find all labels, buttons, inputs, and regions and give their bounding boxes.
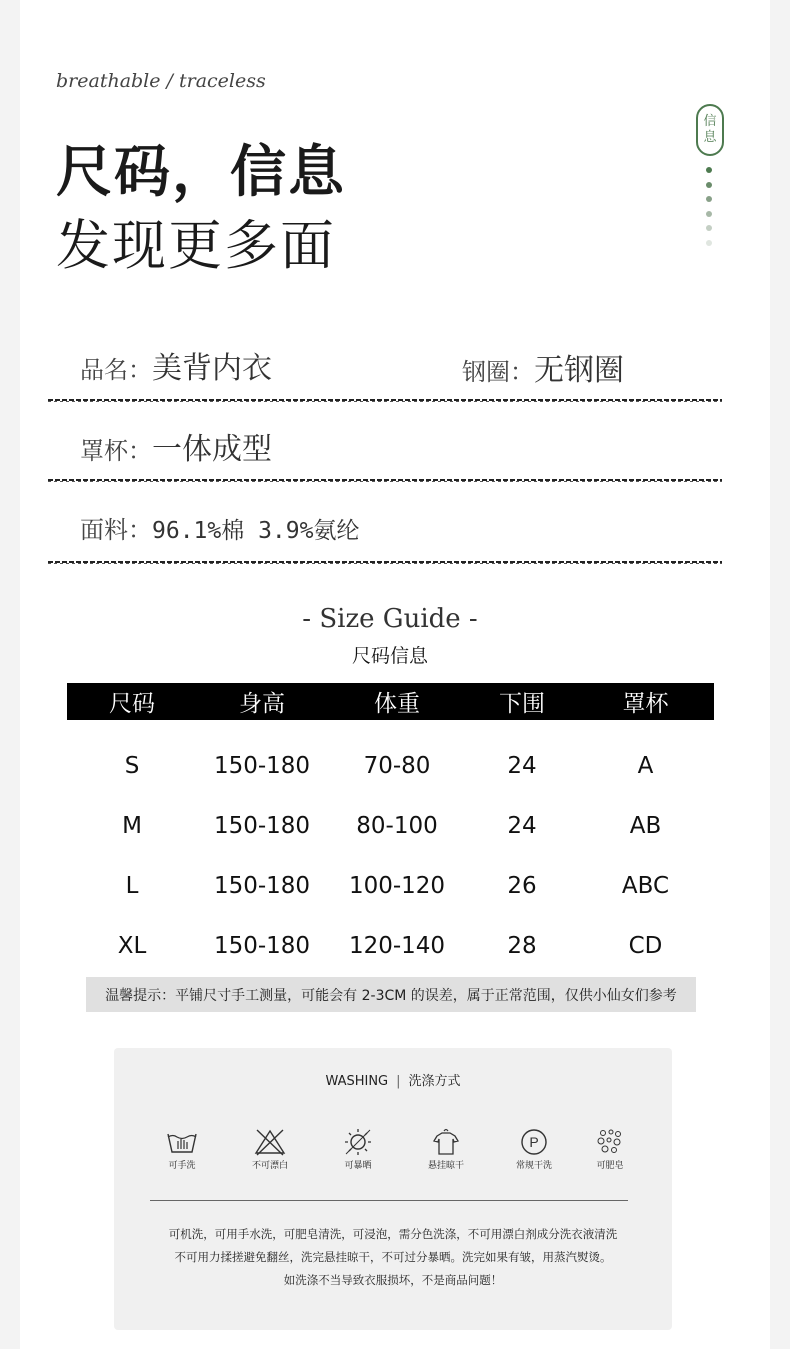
table-row (67, 873, 714, 899)
table-cell: 150-180 (213, 753, 311, 779)
dot-icon (706, 182, 712, 188)
table-cell: 150-180 (213, 873, 311, 899)
table-row (67, 753, 714, 779)
product-name-row (80, 343, 272, 387)
table-cell: 150-180 (213, 933, 311, 959)
table-cell: AB (629, 813, 662, 839)
dot-icon (706, 240, 712, 246)
side-tag-char: 信 (703, 114, 717, 129)
wire-row (462, 345, 624, 389)
dry-clean-icon (517, 1128, 551, 1156)
tagline: breathable / traceless (56, 70, 266, 92)
dot-icon (706, 211, 712, 217)
headline-title: 尺码，信息 (56, 140, 346, 205)
table-cell: 24 (507, 813, 537, 839)
size-notice: 温馨提示：平铺尺寸手工测量，可能会有 2-3CM 的误差，属于正常范围，仅供小仙女们参考 (86, 977, 696, 1012)
table-cell: 26 (507, 873, 537, 899)
no-bleach-item (240, 1128, 300, 1171)
product-name-value: 美背内衣 (152, 351, 272, 386)
divider (48, 479, 722, 481)
dot-icon (706, 167, 712, 173)
washing-instruction-line: 如洗涤不当导致衣服损坏，不是商品问题！ (283, 1273, 503, 1287)
soap-item (580, 1128, 640, 1171)
size-guide-title: - Size Guide - (302, 604, 478, 634)
side-tag (696, 104, 724, 156)
table-cell: A (637, 753, 654, 779)
soap-label: 可肥皂 (596, 1161, 624, 1171)
size-table-header (67, 683, 714, 720)
cup-value: 一体成型 (152, 432, 272, 467)
fabric-value: 96.1%棉 3.9%氨纶 (152, 518, 360, 544)
washing-title-separator: | (396, 1074, 401, 1089)
wire-value: 无钢圈 (534, 353, 624, 388)
hand-wash-label: 可手洗 (168, 1161, 196, 1171)
product-detail-page (20, 0, 770, 1349)
side-tag-char: 息 (703, 130, 717, 145)
soap-icon (593, 1128, 627, 1156)
washing-instruction-line: 可机洗，可用手水洗，可肥皂清洗，可浸泡，需分色洗涤，不可用漂白剂成分洗衣液清洗 (168, 1227, 618, 1241)
table-cell: 80-100 (356, 813, 438, 839)
table-cell: L (125, 873, 139, 899)
washing-title-en: WASHING (325, 1074, 389, 1089)
washing-title-cn: 洗涤方式 (408, 1074, 461, 1089)
table-cell: 100-120 (348, 873, 446, 899)
fabric-row (80, 510, 359, 545)
sun-dry-item (328, 1128, 388, 1171)
hang-dry-icon (429, 1128, 463, 1156)
table-cell: 70-80 (363, 753, 431, 779)
sun-dry-label: 可暴晒 (344, 1161, 372, 1171)
sun-dry-icon (341, 1128, 375, 1156)
table-cell: ABC (621, 873, 670, 899)
table-cell: XL (117, 933, 147, 959)
hand-wash-icon (165, 1128, 199, 1156)
dot-icon (706, 196, 712, 202)
column-header: 罩杯 (622, 691, 669, 717)
hang-dry-label: 悬挂晾干 (427, 1161, 464, 1171)
table-cell: 28 (507, 933, 537, 959)
table-cell: M (122, 813, 142, 839)
dry-clean-item (504, 1128, 564, 1171)
table-cell: 150-180 (213, 813, 311, 839)
hand-wash-item (152, 1128, 212, 1171)
table-cell: 24 (507, 753, 537, 779)
no-bleach-label: 不可漂白 (251, 1161, 288, 1171)
dot-icon (706, 225, 712, 231)
size-guide-subtitle: 尺码信息 (351, 645, 428, 667)
wire-label: 钢圈： (462, 358, 534, 386)
cup-row (80, 424, 272, 468)
table-row (67, 933, 714, 959)
divider (48, 561, 722, 563)
column-header: 身高 (239, 691, 285, 717)
fabric-label: 面料： (80, 516, 152, 544)
washing-title (114, 1070, 672, 1089)
washing-panel (114, 1048, 672, 1330)
headline-subtitle: 发现更多面 (56, 214, 336, 277)
table-row (67, 813, 714, 839)
scroll-dots (706, 167, 712, 255)
table-cell: S (124, 753, 140, 779)
hang-dry-item (416, 1128, 476, 1171)
dry-clean-symbol: P (529, 1134, 539, 1150)
table-cell: CD (628, 933, 663, 959)
product-name-label: 品名： (80, 356, 152, 384)
cup-label: 罩杯： (80, 437, 152, 465)
column-header: 下围 (499, 691, 545, 717)
washing-divider (150, 1200, 628, 1201)
divider (48, 399, 722, 401)
dry-clean-label: 常规干洗 (515, 1161, 552, 1171)
no-bleach-icon (253, 1128, 287, 1156)
table-cell: 120-140 (348, 933, 446, 959)
washing-instruction-line: 不可用力揉搓避免翻丝，洗完悬挂晾干，不可过分暴晒。洗完如果有皱，用蒸汽熨烫。 (174, 1250, 612, 1264)
column-header: 尺码 (109, 691, 155, 717)
column-header: 体重 (374, 691, 420, 717)
